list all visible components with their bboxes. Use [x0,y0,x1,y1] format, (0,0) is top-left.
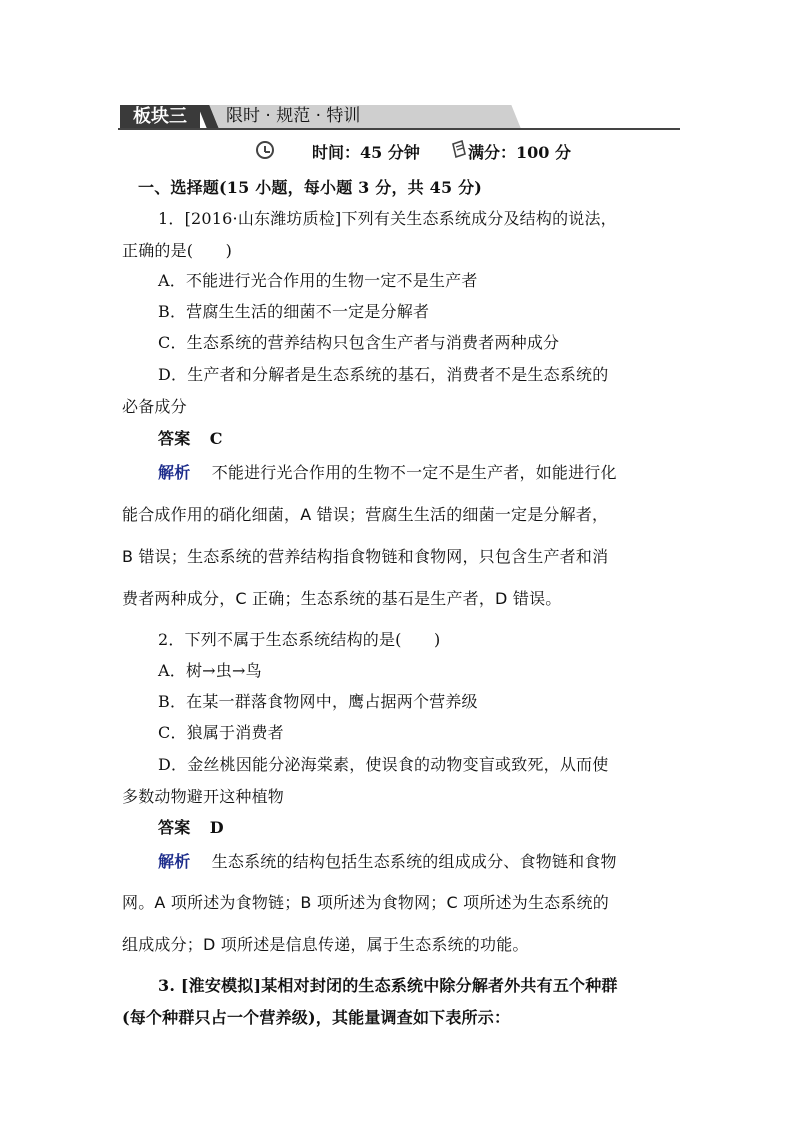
q2-option-a: A．树→虫→鸟 [158,661,262,680]
q2-option-b: B．在某一群落食物网中，鹰占据两个营养级 [158,692,478,711]
section-title: 一、选择题(15 小题，每小题 3 分，共 45 分) [138,178,483,197]
banner-subtitle-text: 限时 · 规范 · 特训 [226,106,361,126]
full-score: 满分：100 分 [468,143,571,162]
q2-analysis-label: 解析 [158,852,191,871]
q2-option-d-1: D．金丝桃因能分泌海棠素，使误食的动物变盲或致死，从而使 [158,755,609,774]
time-limit: 时间：45 分钟 [312,143,420,162]
q2-answer: D [209,818,224,837]
q2-stem: 2．下列不属于生态系统结构的是( ) [158,630,441,649]
q1-stem-1: 1．[2016·山东潍坊质检]下列有关生态系统成分及结构的说法， [158,209,617,228]
q1-analysis-row-1 [158,460,617,483]
q1-answer: C [209,429,223,448]
q3-stem-2: (每个种群只占一个营养级)，其能量调查如下表所示： [122,1008,511,1027]
q1-analysis-1: 不能进行光合作用的生物不一定不是生产者，如能进行化 [211,463,617,482]
q1-option-d-1: D．生产者和分解者是生态系统的基石，消费者不是生态系统的 [158,365,609,384]
q1-analysis-3: B 错误；生态系统的营养结构指食物链和食物网，只包含生产者和消 [122,547,609,566]
q1-option-b: B．营腐生生活的细菌不一定是分解者 [158,302,430,321]
section-banner [118,102,680,130]
paper-icon [450,140,468,160]
banner-subtitle [209,105,520,128]
clock-icon [256,141,274,159]
q2-answer-label: 答案 [158,818,191,837]
exam-meta [0,140,794,166]
q2-option-d-2: 多数动物避开这种植物 [122,787,285,806]
q2-analysis-row-1 [158,849,617,872]
q2-answer-row [158,815,224,838]
q3-stem-1: 3. [淮安模拟]某相对封闭的生态系统中除分解者外共有五个种群 [158,976,618,995]
q2-analysis-1: 生态系统的结构包括生态系统的组成成分、食物链和食物 [211,852,617,871]
q1-answer-label: 答案 [158,429,191,448]
q1-option-d-2: 必备成分 [122,397,187,416]
block-label: 板块三 [120,105,200,128]
q1-answer-row [158,426,223,449]
q2-option-c: C．狼属于消费者 [158,723,284,742]
q1-option-c: C．生态系统的营养结构只包含生产者与消费者两种成分 [158,333,560,352]
q1-option-a: A．不能进行光合作用的生物一定不是生产者 [158,271,478,290]
banner-rule [118,128,680,130]
q2-analysis-3: 组成成分；D 项所述是信息传递，属于生态系统的功能。 [122,935,529,954]
q1-stem-2: 正确的是( ) [122,241,233,260]
q1-analysis-4: 费者两种成分，C 正确；生态系统的基石是生产者，D 错误。 [122,589,562,608]
q1-analysis-label: 解析 [158,463,191,482]
q1-analysis-2: 能合成作用的硝化细菌，A 错误；营腐生生活的细菌一定是分解者， [122,505,609,524]
q2-analysis-2: 网。A 项所述为食物链；B 项所述为食物网；C 项所述为生态系统的 [122,893,609,912]
